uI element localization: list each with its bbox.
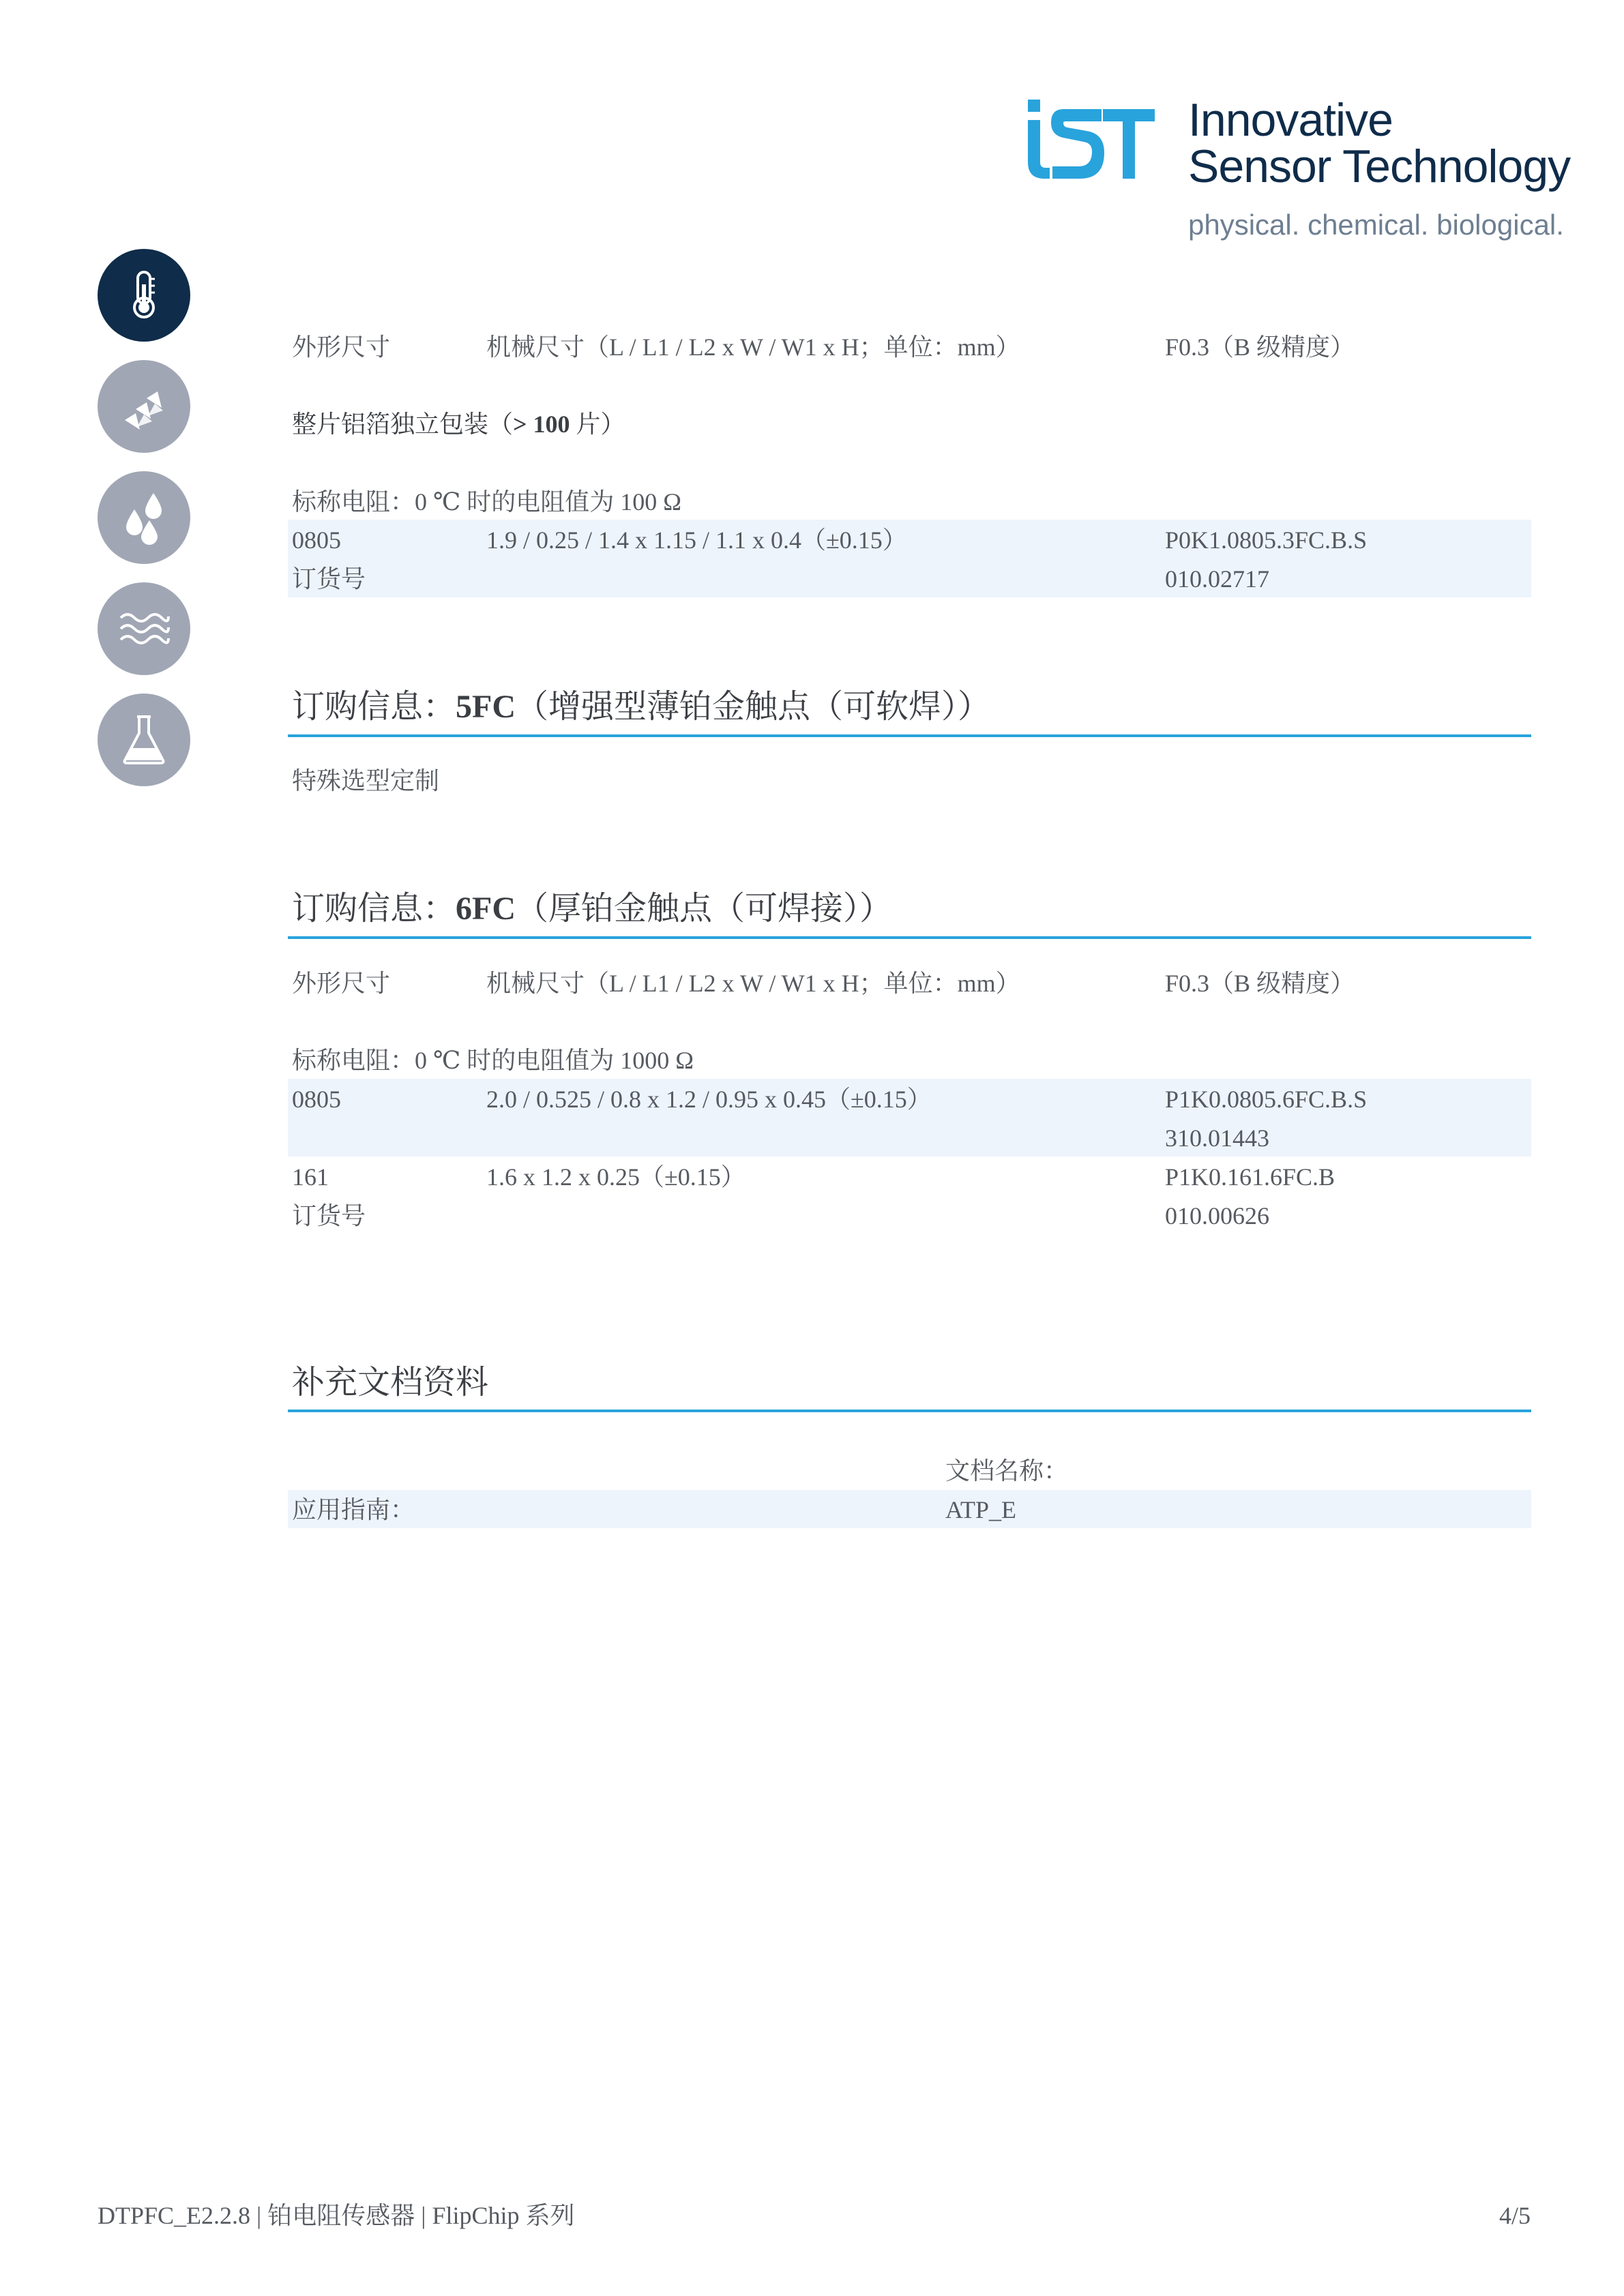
table-cell-dims: 1.9 / 0.25 / 1.4 x 1.15 / 1.1 x 0.4（±0.15） — [486, 526, 907, 554]
ist-logo-mark — [1027, 95, 1156, 191]
table-row-band — [288, 1490, 1531, 1528]
table-cell-size: 0805 — [292, 526, 341, 554]
thermometer-icon[interactable] — [98, 249, 190, 342]
brand-name-line1: Innovative — [1188, 94, 1393, 146]
table-cell-order-number: 310.01443 — [1165, 1124, 1269, 1152]
table-cell-size: 0805 — [292, 1086, 341, 1113]
custom-order-note: 特殊选型定制 — [292, 767, 440, 794]
table-cell-order-number: 010.02717 — [1165, 565, 1269, 593]
tolerance-class: F0.3（B 级精度） — [1165, 970, 1355, 997]
section-heading-docs: 补充文档资料 — [292, 1365, 489, 1401]
dim-label: 外形尺寸 — [292, 970, 391, 997]
section-heading-6fc: 订购信息：6FC（厚铂金触点（可焊接）） — [292, 891, 893, 927]
droplets-icon[interactable] — [98, 471, 190, 564]
table-cell-size: 161 — [292, 1163, 329, 1191]
dim-description: 机械尺寸（L / L1 / L2 x W / W1 x H；单位：mm） — [486, 970, 1020, 997]
table-cell-size: 订货号 — [292, 1202, 366, 1229]
flow-arrows-icon[interactable] — [98, 360, 190, 453]
tolerance-class: F0.3（B 级精度） — [1165, 333, 1355, 361]
nominal-resistance: 标称电阻：0 ℃ 时的电阻值为 1000 Ω — [292, 1047, 694, 1074]
packaging-note: 整片铝箔独立包装（> 100 片） — [292, 411, 625, 438]
footer-doc-info: DTPFC_E2.2.8 | 铂电阻传感器 | FlipChip 系列 — [98, 2202, 575, 2229]
table-cell-part-number: P1K0.0805.6FC.B.S — [1165, 1086, 1368, 1113]
table-cell-part-number: P1K0.161.6FC.B — [1165, 1163, 1335, 1191]
table-cell-part-number: P0K1.0805.3FC.B.S — [1165, 526, 1368, 554]
brand-name-line2: Sensor Technology — [1188, 140, 1571, 192]
section-divider — [288, 734, 1531, 737]
nominal-resistance: 标称电阻：0 ℃ 时的电阻值为 100 Ω — [292, 488, 682, 516]
section-divider — [288, 936, 1531, 939]
section-heading-5fc: 订购信息：5FC（增强型薄铂金触点（可软焊）） — [292, 689, 991, 725]
flask-icon[interactable] — [98, 694, 190, 786]
app-guide-doc-link[interactable]: ATP_E — [945, 1496, 1017, 1523]
brand-tagline: physical. chemical. biological. — [1188, 209, 1564, 241]
table-cell-size: 订货号 — [292, 565, 366, 593]
table-cell-dims: 1.6 x 1.2 x 0.25（±0.15） — [486, 1163, 745, 1191]
doc-name-header: 文档名称： — [945, 1457, 1069, 1485]
table-cell-dims: 2.0 / 0.525 / 0.8 x 1.2 / 0.95 x 0.45（±0.15） — [486, 1086, 932, 1113]
app-guide-label: 应用指南： — [292, 1496, 415, 1523]
waves-icon[interactable] — [98, 582, 190, 675]
dim-label: 外形尺寸 — [292, 333, 391, 361]
dim-description: 机械尺寸（L / L1 / L2 x W / W1 x H；单位：mm） — [486, 333, 1020, 361]
section-divider — [288, 1410, 1531, 1412]
page-number: 4/5 — [1498, 2202, 1531, 2229]
table-cell-order-number: 010.00626 — [1165, 1202, 1269, 1229]
